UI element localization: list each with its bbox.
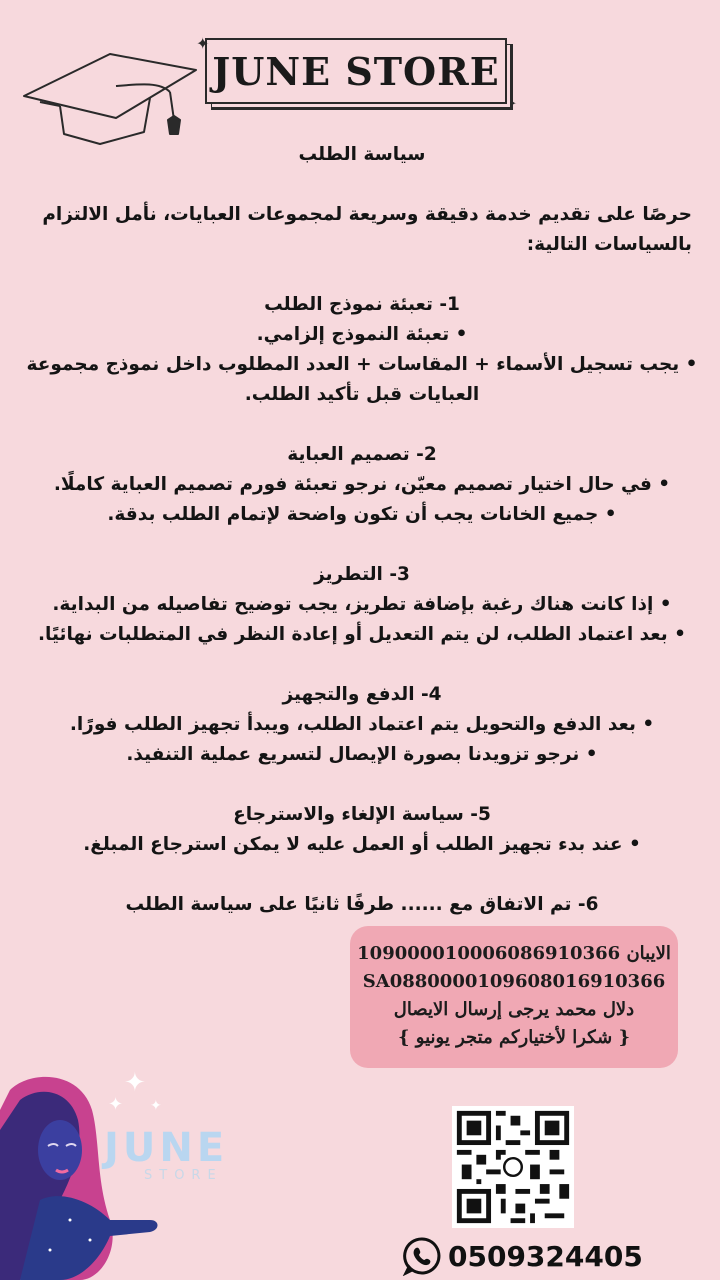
- section-item: • في حال اختيار تصميم معيّن، نرجو تعبئة فورم تصميم العباية كاملًا.: [53, 474, 671, 495]
- section-item: • إذا كانت هناك رغبة بإضافة تطريز، يجب توضيح تفاصيله من البداية.: [52, 594, 672, 615]
- sparkle-icon: ✦: [196, 34, 210, 53]
- store-name: JUNE STORE: [212, 48, 500, 94]
- order-policy: [20, 140, 704, 920]
- phone-number[interactable]: 0509324405: [448, 1239, 643, 1273]
- section-title: 3- التطريز: [314, 564, 410, 585]
- graduation-cap-icon: [20, 36, 200, 146]
- sparkle-icon: ✦: [124, 1068, 146, 1098]
- iban-label: الايبان: [626, 943, 671, 964]
- section-item: • نرجو تزويدنا بصورة الإيصال لتسريع عملية التنفيذ.: [126, 744, 598, 765]
- section-item: • تعبئة النموذج إلزامي.: [256, 324, 468, 345]
- sparkle-icon: ✦: [150, 1098, 162, 1114]
- qr-code-icon[interactable]: [452, 1106, 574, 1228]
- thanks-note: { شكرا لأختياركم متجر يونيو }: [397, 1027, 631, 1048]
- section-title: 6- تم الاتفاق مع ...... طرفًا ثانيًا على سياسة الطلب: [125, 894, 599, 915]
- iban-number: 10900001000608691036​6: [357, 943, 621, 964]
- section-item: • بعد الدفع والتحويل يتم اعتماد الطلب، ويبدأ تجهيز الطلب فورًا.: [69, 714, 655, 735]
- policy-heading: سياسة الطلب: [298, 144, 426, 165]
- iban-line: [350, 940, 678, 968]
- section-item: • جميع الخانات يجب أن تكون واضحة لإتمام الطلب بدقة.: [107, 504, 617, 525]
- section-title: 1- تعبئة نموذج الطلب: [264, 294, 460, 315]
- logo-big-text: JUNE: [104, 1125, 229, 1171]
- iban-sa: SA0880000109608016910366: [362, 971, 666, 992]
- section-item: • يجب تسجيل الأسماء + المقاسات + العدد المطلوب داخل نموذج مجموعة العبايات قبل تأكيد الطلب.: [26, 354, 698, 405]
- section-title: 5- سياسة الإلغاء والاسترجاع: [233, 804, 491, 825]
- policy-intro: حرصًا على تقديم خدمة دقيقة وسريعة لمجموعات العبايات، نأمل الالتزام بالسياسات التالية:: [42, 204, 692, 255]
- section-item: • بعد اعتماد الطلب، لن يتم التعديل أو إعادة النظر في المتطلبات نهائيًا.: [38, 624, 686, 645]
- sparkle-icon: ✦: [504, 94, 518, 113]
- account-holder: دلال محمد يرجى إرسال الايصال: [393, 999, 635, 1020]
- store-title-box: [205, 38, 507, 104]
- whatsapp-icon[interactable]: [402, 1236, 442, 1276]
- section-title: 2- تصميم العباية: [287, 444, 437, 465]
- logo-small-text: STORE: [144, 1168, 223, 1183]
- june-store-logo: [96, 1125, 256, 1188]
- bank-details-card: [350, 926, 678, 1068]
- sparkle-icon: ✦: [108, 1094, 124, 1115]
- contact-row: [402, 1236, 643, 1276]
- section-title: 4- الدفع والتجهيز: [282, 684, 442, 705]
- section-item: • عند بدء تجهيز الطلب أو العمل عليه لا يمكن استرجاع المبلغ.: [83, 834, 641, 855]
